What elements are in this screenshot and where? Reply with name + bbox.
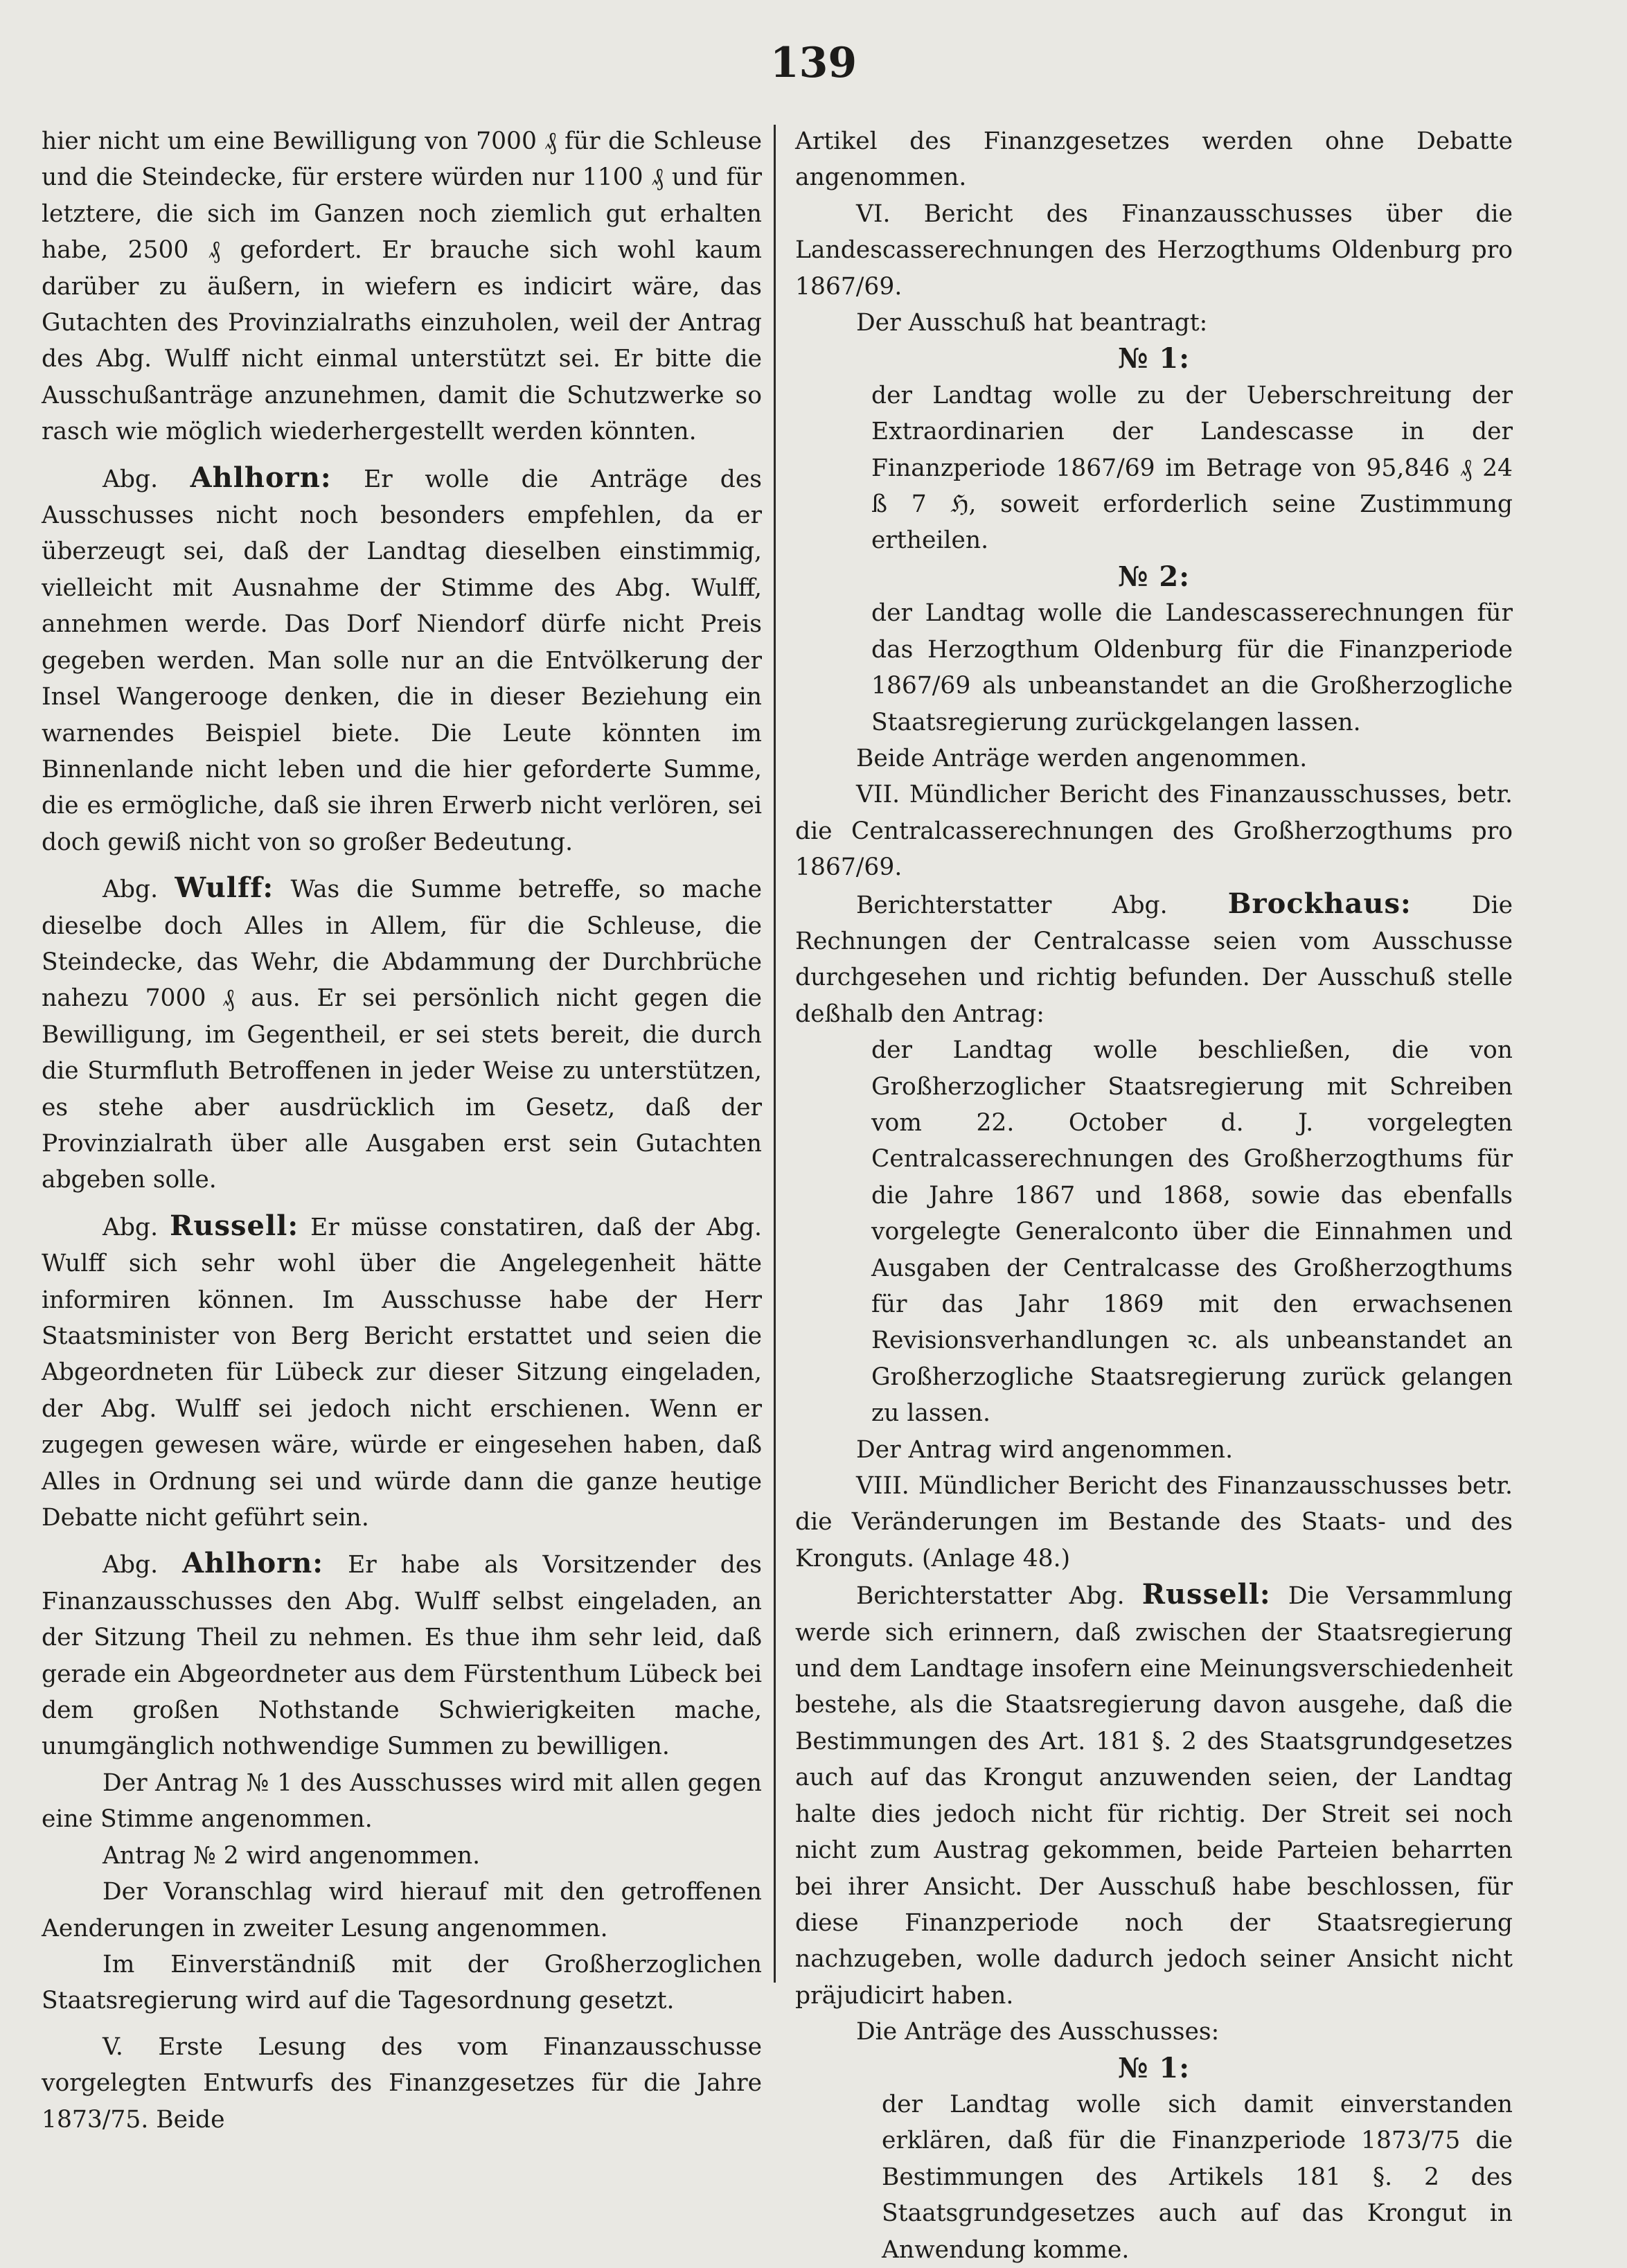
- speaker-prefix: Abg.: [103, 465, 159, 493]
- speech-text: Was die Summe betreffe, so mache dieselbe doch Alles in Allem, für die Schleuse, die Steindecke, das Wehr, die Abdammung der Durchbrüche nahezu 7000 ₰ aus. Er sei persönlich nicht gegen die Bewilligung, im Gegentheil, er sei stets bereit, die durch die Sturmfluth Betroffenen in jeder Weise zu unterstützen, es stehe aber ausdrücklich im Gesetz, daß der Provinzialrath über alle Ausgaben erst sein Gutachten abgeben solle.: [42, 876, 763, 1194]
- motion-number: № 2:: [1118, 560, 1190, 593]
- agenda-item-vii: VII. Mündlicher Bericht des Finanzausschusses, betr. die Centralcasserechnungen des Großherzogthums pro 1867/69.: [795, 781, 1513, 882]
- speaker-name: Wulff:: [175, 871, 274, 905]
- speaker-prefix: Abg.: [103, 1551, 159, 1579]
- motion-text: der Landtag wolle beschließen, die von Großherzoglicher Staatsregierung mit Schreiben vom 22. October d. J. vorgelegten Centralcasserechnungen des Großherzogthums für die Jahre 1867 und 1868, sowie das ebenfalls vorgelegte Generalconto über die Einnahmen und Ausgaben der Centralcasse des Großherzogthums für das Jahr 1869 mit den erwachsenen Revisionsverhandlungen ꝛc. als unbeanstandet an Großherzogliche Staatsregierung zurück gelangen zu lassen.: [871, 1036, 1513, 1428]
- speech-russell: [42, 1208, 762, 1536]
- paragraph: Im Einverständniß mit der Großherzoglichen Staatsregierung wird auf die Tagesordnung gesetzt.: [42, 1950, 762, 2015]
- speech-russell-2: [795, 1577, 1513, 2014]
- speech-text: Er wolle die Anträge des Ausschusses nicht noch besonders empfehlen, da er überzeugt sei, daß der Landtag dieselben einstimmig, vielleicht mit Ausnahme der Stimme des Abg. Wulff, annehmen werde. Das Dorf Niendorf dürfe nicht Preis gegeben werden. Man solle nur an die Entvölkerung der Insel Wangerooge denken, die in dieser Beziehung ein warnendes Beispiel biete. Die Leute könnten im Binnenlande nicht leben und die hier geforderte Summe, die es ermögliche, daß sie ihren Erwerb nicht verlören, sei doch gewiß nicht von so großer Bedeutung.: [42, 465, 762, 856]
- speaker-prefix: Berichterstatter Abg.: [856, 1582, 1125, 1611]
- paragraph: Der Antrag № 1 des Ausschusses wird mit allen gegen eine Stimme angenommen.: [42, 1769, 762, 1834]
- speaker-prefix: Berichterstatter Abg.: [856, 891, 1168, 919]
- paragraph: Der Ausschuß hat beantragt:: [856, 309, 1208, 337]
- agenda-item-v: V. Erste Lesung des vom Finanzausschusse vorgelegten Entwurfs des Finanzgesetzes für die Jahre 1873/75. Beide: [42, 2032, 762, 2134]
- page-number: 139: [770, 39, 857, 87]
- speaker-name: Ahlhorn:: [190, 461, 332, 494]
- agenda-item-viii: VIII. Mündlicher Bericht des Finanzausschusses betr. die Veränderungen im Bestande des Staats- und des Kronguts. (Anlage 48.): [795, 1472, 1513, 1572]
- speech-brockhaus: [795, 886, 1513, 1033]
- paragraph: Artikel des Finanzgesetzes werden ohne Debatte angenommen.: [795, 127, 1513, 192]
- motion-text: der Landtag wolle die Landescasserechnungen für das Herzogthum Oldenburg für die Finanzperiode 1867/69 als unbeanstandet an die Großherzogliche Staatsregierung zurückgelangen lassen.: [871, 599, 1513, 736]
- speaker-name: Russell:: [1141, 1578, 1271, 1611]
- speaker-name: Russell:: [170, 1209, 299, 1242]
- paragraph: Antrag № 2 wird angenommen.: [103, 1841, 481, 1870]
- speech-wulff: [42, 870, 762, 1198]
- right-column: [795, 123, 1513, 2268]
- speech-text: Die Versammlung werde sich erinnern, daß zwischen der Staatsregierung und dem Landtage insofern eine Meinungsverschiedenheit bestehe, als die Staatsregierung davon ausgehe, daß die Bestimmungen des Art. 181 §. 2 des Staatsgrundgesetzes auch auf das Krongut anzuwenden seien, der Landtag halte dies jedoch nicht für richtig. Der Streit sei noch nicht zum Austrag gekommen, beide Parteien beharrten bei ihrer Ansicht. Der Ausschuß habe beschlossen, für diese Finanzperiode noch der Staatsregierung nachzugeben, wolle dadurch jedoch seiner Ansicht nicht präjudicirt haben.: [795, 1582, 1513, 2010]
- speaker-prefix: Abg.: [103, 1213, 159, 1241]
- paragraph: Die Anträge des Ausschusses:: [856, 2018, 1220, 2046]
- column-divider: [774, 125, 776, 1983]
- agenda-item-vi: VI. Bericht des Finanzausschusses über die Landescasserechnungen des Herzogthums Oldenburg pro 1867/69.: [795, 200, 1513, 301]
- speaker-name: Brockhaus:: [1227, 887, 1412, 920]
- motion-number: № 1:: [1118, 342, 1190, 375]
- speech-text: Er habe als Vorsitzender des Finanzausschusses den Abg. Wulff selbst eingeladen, an der Sitzung Theil zu nehmen. Es thue ihm sehr leid, daß gerade ein Abgeordneter aus dem Fürstenthum Lübeck bei dem großen Nothstande Schwierigkeiten mache, unumgänglich nothwendige Summen zu bewilligen.: [42, 1551, 763, 1761]
- left-column: [42, 123, 762, 2138]
- speech-text: Die Rechnungen der Centralcasse seien vom Ausschusse durchgesehen und richtig befunden. Der Ausschuß stelle deßhalb den Antrag:: [795, 891, 1513, 1028]
- motion-text: der Landtag wolle sich damit einverstanden erklären, daß für die Finanzperiode 1873/75 die Bestimmungen des Artikels 181 §. 2 des Staatsgrundgesetzes auch auf das Krongut in Anwendung komme.: [882, 2090, 1513, 2264]
- paragraph: Beide Anträge werden angenommen.: [856, 744, 1308, 772]
- paragraph: Der Antrag wird angenommen.: [856, 1435, 1234, 1464]
- speech-text: Er müsse constatiren, daß der Abg. Wulff sich sehr wohl über die Angelegenheit hätte informiren können. Im Ausschusse habe der Herr Staatsminister von Berg Bericht erstattet und seien die Abgeordneten für Lübeck zur dieser Sitzung eingeladen, der Abg. Wulff sei jedoch nicht erschienen. Wenn er zugegen gewesen wäre, würde er eingesehen haben, daß Alles in Ordnung sei und würde dann die ganze heutige Debatte nicht geführt sein.: [42, 1213, 763, 1532]
- paragraph: hier nicht um eine Bewilligung von 7000 ₰ für die Schleuse und die Steindecke, für erstere würden nur 1100 ₰ und für letztere, die sich im Ganzen noch ziemlich gut erhalten habe, 2500 ₰ gefordert. Er brauche sich wohl kaum darüber zu äußern, in wiefern es indicirt wäre, das Gutachten des Provinzialraths einzuholen, weil der Antrag des Abg. Wulff nicht einmal unterstützt sei. Er bitte die Ausschußanträge anzunehmen, damit die Schutzwerke so rasch wie möglich wiederhergestellt werden könnten.: [42, 127, 762, 446]
- speaker-prefix: Abg.: [103, 876, 159, 904]
- speaker-name: Ahlhorn:: [182, 1547, 324, 1580]
- speech-ahlhorn: [42, 460, 762, 860]
- speech-ahlhorn-2: [42, 1545, 762, 1764]
- motion-text: der Landtag wolle zu der Ueberschreitung der Extraordinarien der Landescasse in der Finanzperiode 1867/69 im Betrage von 95,846 ₰ 24 ß 7 ℌ, soweit erforderlich seine Zustimmung ertheilen.: [871, 381, 1513, 555]
- motion-number: № 1:: [1118, 2051, 1190, 2084]
- paragraph: Der Voranschlag wird hierauf mit den getroffenen Aenderungen in zweiter Lesung angenommen.: [42, 1878, 762, 1942]
